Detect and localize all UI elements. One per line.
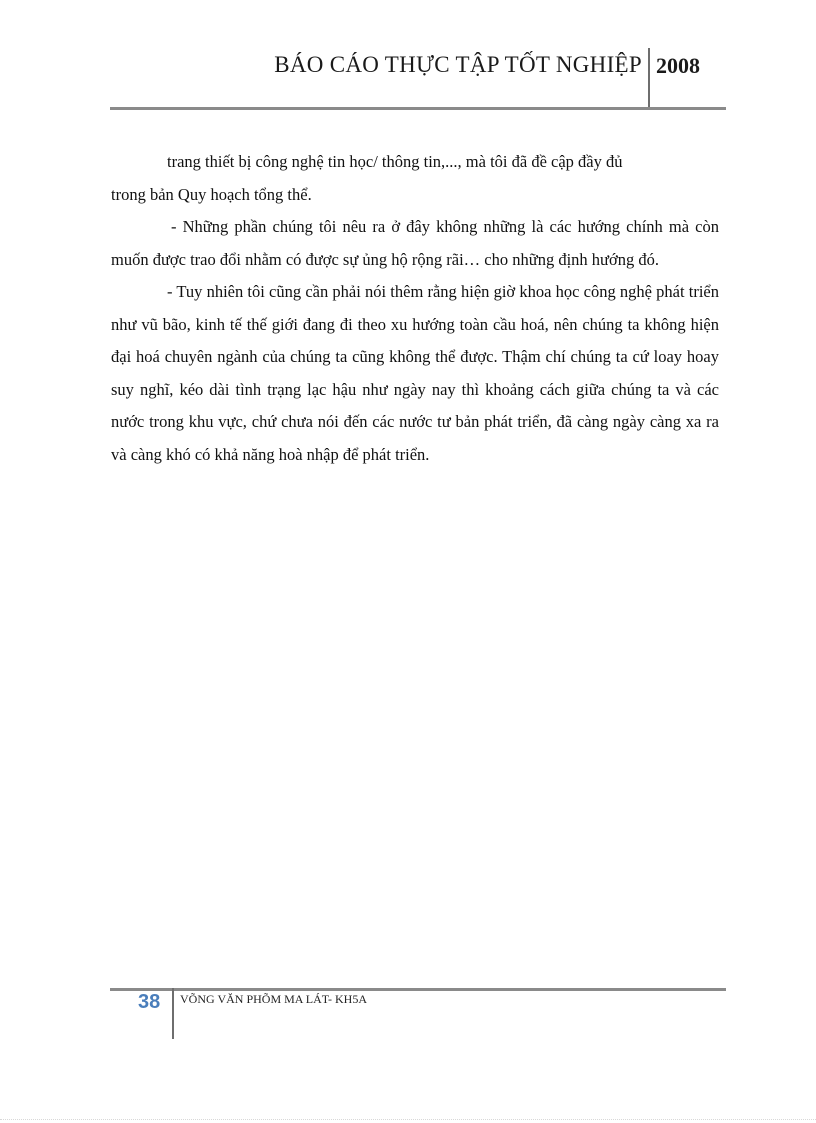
- paragraph-3: - Tuy nhiên tôi cũng cần phải nói thêm rằng hiện giờ khoa học công nghệ phát triển như vũ bão, kinh tế thế giới đang đi theo xu hướng toàn cầu hoá, nên chúng ta không hiện đại hoá chuyên ngành của chúng ta cũng không thể được. Thậm chí chúng ta cứ loay hoay suy nghĩ, kéo dài tình trạng lạc hậu như ngày nay thì khoảng cách giữa chúng ta và các nước trong khu vực, chứ chưa nói đến các nước tư bản phát triển, đã càng ngày càng xa ra và càng khó có khả năng hoà nhập để phát triển.: [111, 282, 719, 464]
- header-rule: [110, 107, 726, 110]
- paragraph-1-line-1: trang thiết bị công nghệ tin học/ thông tin,..., mà tôi đã đề cập đầy đủ: [167, 152, 623, 171]
- paragraph-2: - Những phần chúng tôi nêu ra ở đây không những là các hướng chính mà còn muốn được trao đổi nhằm có được sự ủng hộ rộng rãi… cho những định hướng đó.: [111, 217, 719, 269]
- paragraph-1-line-2: trong bản Quy hoạch tổng thể.: [111, 184, 312, 204]
- footer-author: VÕNG VĂN PHÕM MA LÁT- KH5A: [180, 992, 368, 1006]
- footer-rule: [110, 988, 726, 991]
- header-divider-vertical: [648, 48, 650, 110]
- page-bottom-edge: [0, 1119, 816, 1120]
- report-title: BÁO CÁO THỰC TẬP TỐT NGHIỆP: [274, 52, 642, 77]
- page-number: 38: [138, 991, 161, 1013]
- report-year: 2008: [656, 53, 700, 78]
- document-body: [111, 146, 719, 471]
- footer-divider-vertical: [172, 988, 174, 1039]
